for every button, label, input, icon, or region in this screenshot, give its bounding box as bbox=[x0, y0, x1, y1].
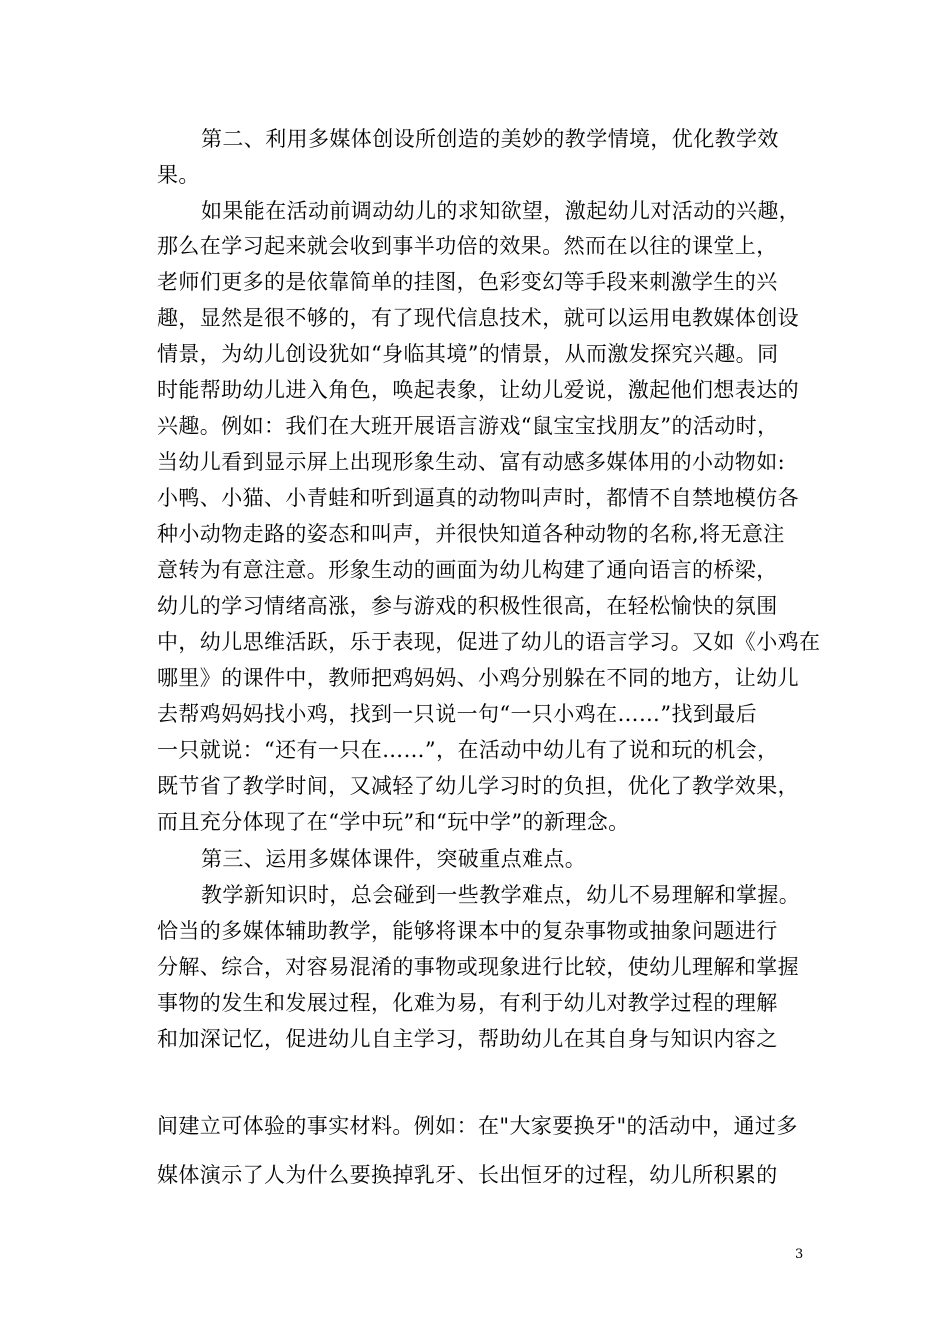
text-line: 小鸭、小猫、小青蛙和听到逼真的动物叫声时，都情不自禁地模仿各 bbox=[157, 486, 799, 510]
text-line: 一只就说：“还有一只在……”，在活动中幼儿有了说和玩的机会， bbox=[157, 738, 779, 762]
paragraph-heading-3: 第三、运用多媒体课件，突破重点难点。 bbox=[201, 847, 587, 871]
text-line: 趣，显然是很不够的，有了现代信息技术，就可以运用电教媒体创设 bbox=[157, 306, 799, 330]
text-line: 和加深记忆，促进幼儿自主学习，帮助幼儿在其自身与知识内容之 bbox=[157, 1027, 778, 1051]
text-line: 事物的发生和发展过程，化难为易，有利于幼儿对教学过程的理解 bbox=[157, 991, 778, 1015]
text-line: 哪里》的课件中，教师把鸡妈妈、小鸡分别躲在不同的地方，让幼儿 bbox=[157, 666, 799, 690]
text-line: 间建立可体验的事实材料。例如：在"大家要换牙"的活动中，通过多 bbox=[157, 1114, 798, 1138]
text-line: 种小动物走路的姿态和叫声，并很快知道各种动物的名称,将无意注 bbox=[157, 522, 785, 546]
text-line: 时能帮助幼儿进入角色，唤起表象，让幼儿爱说，激起他们想表达的 bbox=[157, 378, 799, 402]
text-line: 媒体演示了人为什么要换掉乳牙、长出恒牙的过程，幼儿所积累的 bbox=[157, 1163, 778, 1187]
text-line: 如果能在活动前调动幼儿的求知欲望，激起幼儿对活动的兴趣， bbox=[201, 199, 801, 223]
text-line: 幼儿的学习情绪高涨，参与游戏的积极性很高，在轻松愉快的氛围 bbox=[157, 594, 778, 618]
text-line: 老师们更多的是依靠简单的挂图，色彩变幻等手段来刺激学生的兴 bbox=[157, 270, 778, 294]
text-line: 分解、综合，对容易混淆的事物或现象进行比较，使幼儿理解和掌握 bbox=[157, 955, 799, 979]
text-line: 当幼儿看到显示屏上出现形象生动、富有动感多媒体用的小动物如: bbox=[157, 450, 786, 474]
text-line: 果。 bbox=[157, 163, 200, 187]
text-line: 教学新知识时，总会碰到一些教学难点，幼儿不易理解和掌握。 bbox=[201, 883, 801, 907]
text-line: 意转为有意注意。形象生动的画面为幼儿构建了通向语言的桥梁， bbox=[157, 558, 778, 582]
text-line: 中，幼儿思维活跃，乐于表现，促进了幼儿的语言学习。又如《小鸡在 bbox=[157, 630, 821, 654]
text-line: 情景，为幼儿创设犹如“身临其境”的情景，从而激发探究兴趣。同 bbox=[157, 342, 779, 366]
text-line: 恰当的多媒体辅助教学，能够将课本中的复杂事物或抽象问题进行 bbox=[157, 919, 778, 943]
text-line: 既节省了教学时间，又减轻了幼儿学习时的负担，优化了教学效果， bbox=[157, 774, 799, 798]
text-line: 兴趣。例如：我们在大班开展语言游戏“鼠宝宝找朋友”的活动时， bbox=[157, 414, 779, 438]
text-line: 那么在学习起来就会收到事半功倍的效果。然而在以往的课堂上， bbox=[157, 234, 778, 258]
text-line: 而且充分体现了在“学中玩”和“玩中学”的新理念。 bbox=[157, 810, 630, 834]
page-number: 3 bbox=[795, 1247, 804, 1262]
text-line: 去帮鸡妈妈找小鸡，找到一只说一句“一只小鸡在……”找到最后 bbox=[157, 702, 758, 726]
paragraph-heading-2: 第二、利用多媒体创设所创造的美妙的教学情境，优化教学效 bbox=[201, 127, 779, 151]
